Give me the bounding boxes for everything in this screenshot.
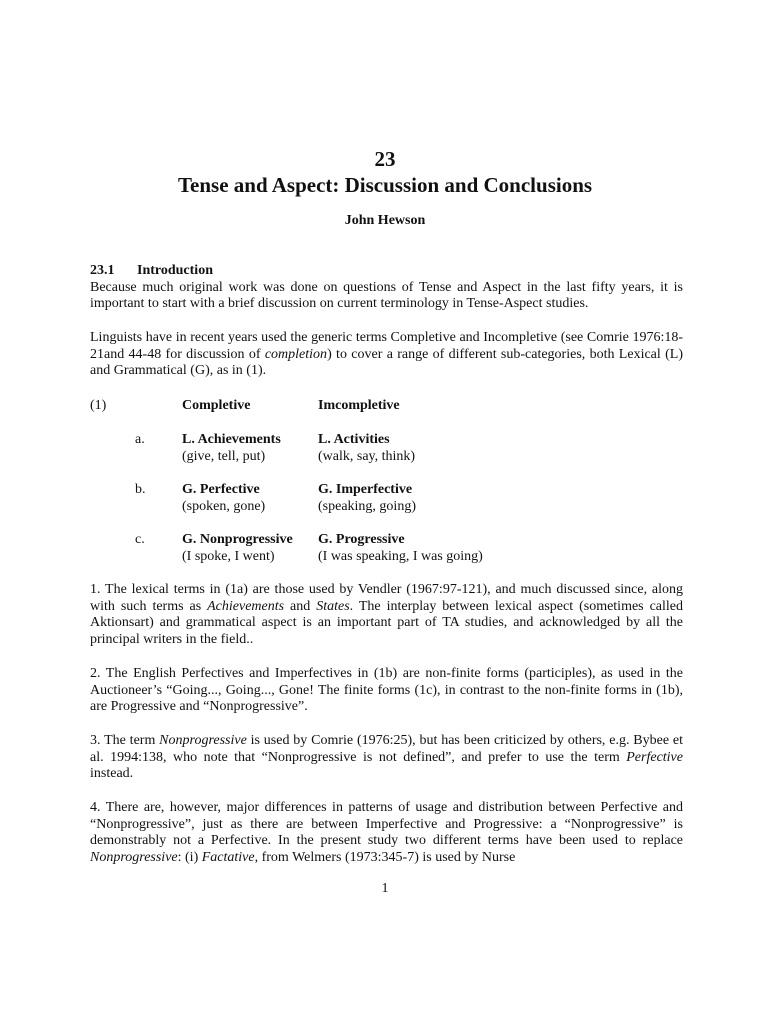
- row-letter: b.: [135, 482, 146, 497]
- paragraph-point-1: [90, 582, 683, 648]
- paragraph-text: , from Welmers (1973:345-7) is used by Nurse: [254, 849, 516, 865]
- paragraph-text: 4. There are, however, major differences in patterns of usage and distribution between Perfective and “Nonprogressive”, just as there are between Imperfective and Progressive: a “Nonprogressive” is demonstrably not a Perfective. In the present study two different terms have been used to replace: [90, 800, 683, 849]
- paragraph-text: Linguists have in recent years used the generic terms Completive and Incompletive (see Comrie 1976:18-21and 44-48 for discussion of: [90, 330, 683, 362]
- author-name: John Hewson: [344, 213, 426, 228]
- row-right-sub: (I was speaking, I was going): [318, 549, 483, 564]
- paragraph-emphasis: States: [316, 598, 350, 614]
- row-letter: a.: [135, 432, 145, 447]
- paragraph-emphasis: completion: [264, 346, 328, 362]
- page-number: 1: [381, 881, 389, 896]
- row-right-sub: (speaking, going): [318, 499, 416, 514]
- paragraph-text: 3. The term: [90, 733, 160, 748]
- row-left-sub: (give, tell, put): [182, 449, 266, 464]
- row-left-head: G. Perfective: [182, 482, 260, 497]
- row-left-sub: (I spoke, I went): [182, 549, 275, 564]
- paragraph-text: : (i): [177, 849, 202, 865]
- paragraph-text: is used by Comrie (1976:25), but has been criticized by others, e.g. Bybee et al. 1994:138, who note that “Nonprogressive is not defined”, and prefer to use the term: [90, 733, 684, 765]
- paragraph-emphasis: Nonprogressive: [90, 849, 178, 865]
- row-right-head: L. Activities: [318, 432, 390, 447]
- row-left-head: L. Achievements: [182, 432, 281, 447]
- row-right-sub: (walk, say, think): [318, 449, 416, 464]
- row-left-sub: (spoken, gone): [182, 499, 266, 514]
- paragraph-emphasis: Factative: [201, 849, 255, 865]
- paragraph-text: and: [284, 598, 317, 614]
- paragraph-text: 1. The lexical terms in (1a) are those used by Vendler (1967:97-121), and much discussed since, along with such terms as: [90, 582, 683, 614]
- paragraph-emphasis: Achievements: [207, 598, 285, 614]
- paragraph-terminology: [90, 330, 683, 380]
- paragraph-point-4: [90, 800, 683, 866]
- paragraph-emphasis: Perfective: [626, 749, 683, 765]
- chapter-number: 23: [374, 147, 396, 171]
- section-title: Introduction: [137, 263, 213, 278]
- row-letter: c.: [135, 532, 145, 547]
- paragraph-point-2: 2. The English Perfectives and Imperfectives in (1b) are non-finite forms (participles), as used in the Auctioneer’s “Going..., Going..., Gone! The finite forms (1c), in contrast to the non-finite forms in (1b), are Progressive and “Nonprogressive”.: [90, 666, 683, 715]
- column-incompletive: Imcompletive: [318, 398, 400, 413]
- section-number: 23.1: [90, 263, 115, 278]
- paragraph-emphasis: Nonprogressive: [159, 733, 247, 748]
- row-right-head: G. Progressive: [318, 532, 405, 547]
- row-left-head: G. Nonprogressive: [182, 532, 293, 547]
- section-intro: [90, 263, 683, 313]
- chapter-title: Tense and Aspect: Discussion and Conclusions: [177, 173, 593, 197]
- paragraph-text: ) to cover a range of different sub-categories, both Lexical (L) and Grammatical (G), as in (1).: [90, 346, 683, 379]
- section-heading: [90, 263, 683, 280]
- example-label: (1): [90, 398, 107, 413]
- paragraph-text: instead.: [90, 766, 134, 782]
- intro-paragraph: Because much original work was done on questions of Tense and Aspect in the last fifty years, it is important to start with a brief discussion on current terminology in Tense-Aspect studies.: [90, 279, 683, 312]
- row-right-head: G. Imperfective: [318, 482, 413, 497]
- column-completive: Completive: [182, 398, 251, 413]
- paragraph-text: . The interplay between lexical aspect (sometimes called Aktionsart) and grammatical aspect is an important part of TA studies, and acknowledged by all the principal writers in the field..: [90, 598, 683, 647]
- paragraph-point-3: [90, 733, 683, 783]
